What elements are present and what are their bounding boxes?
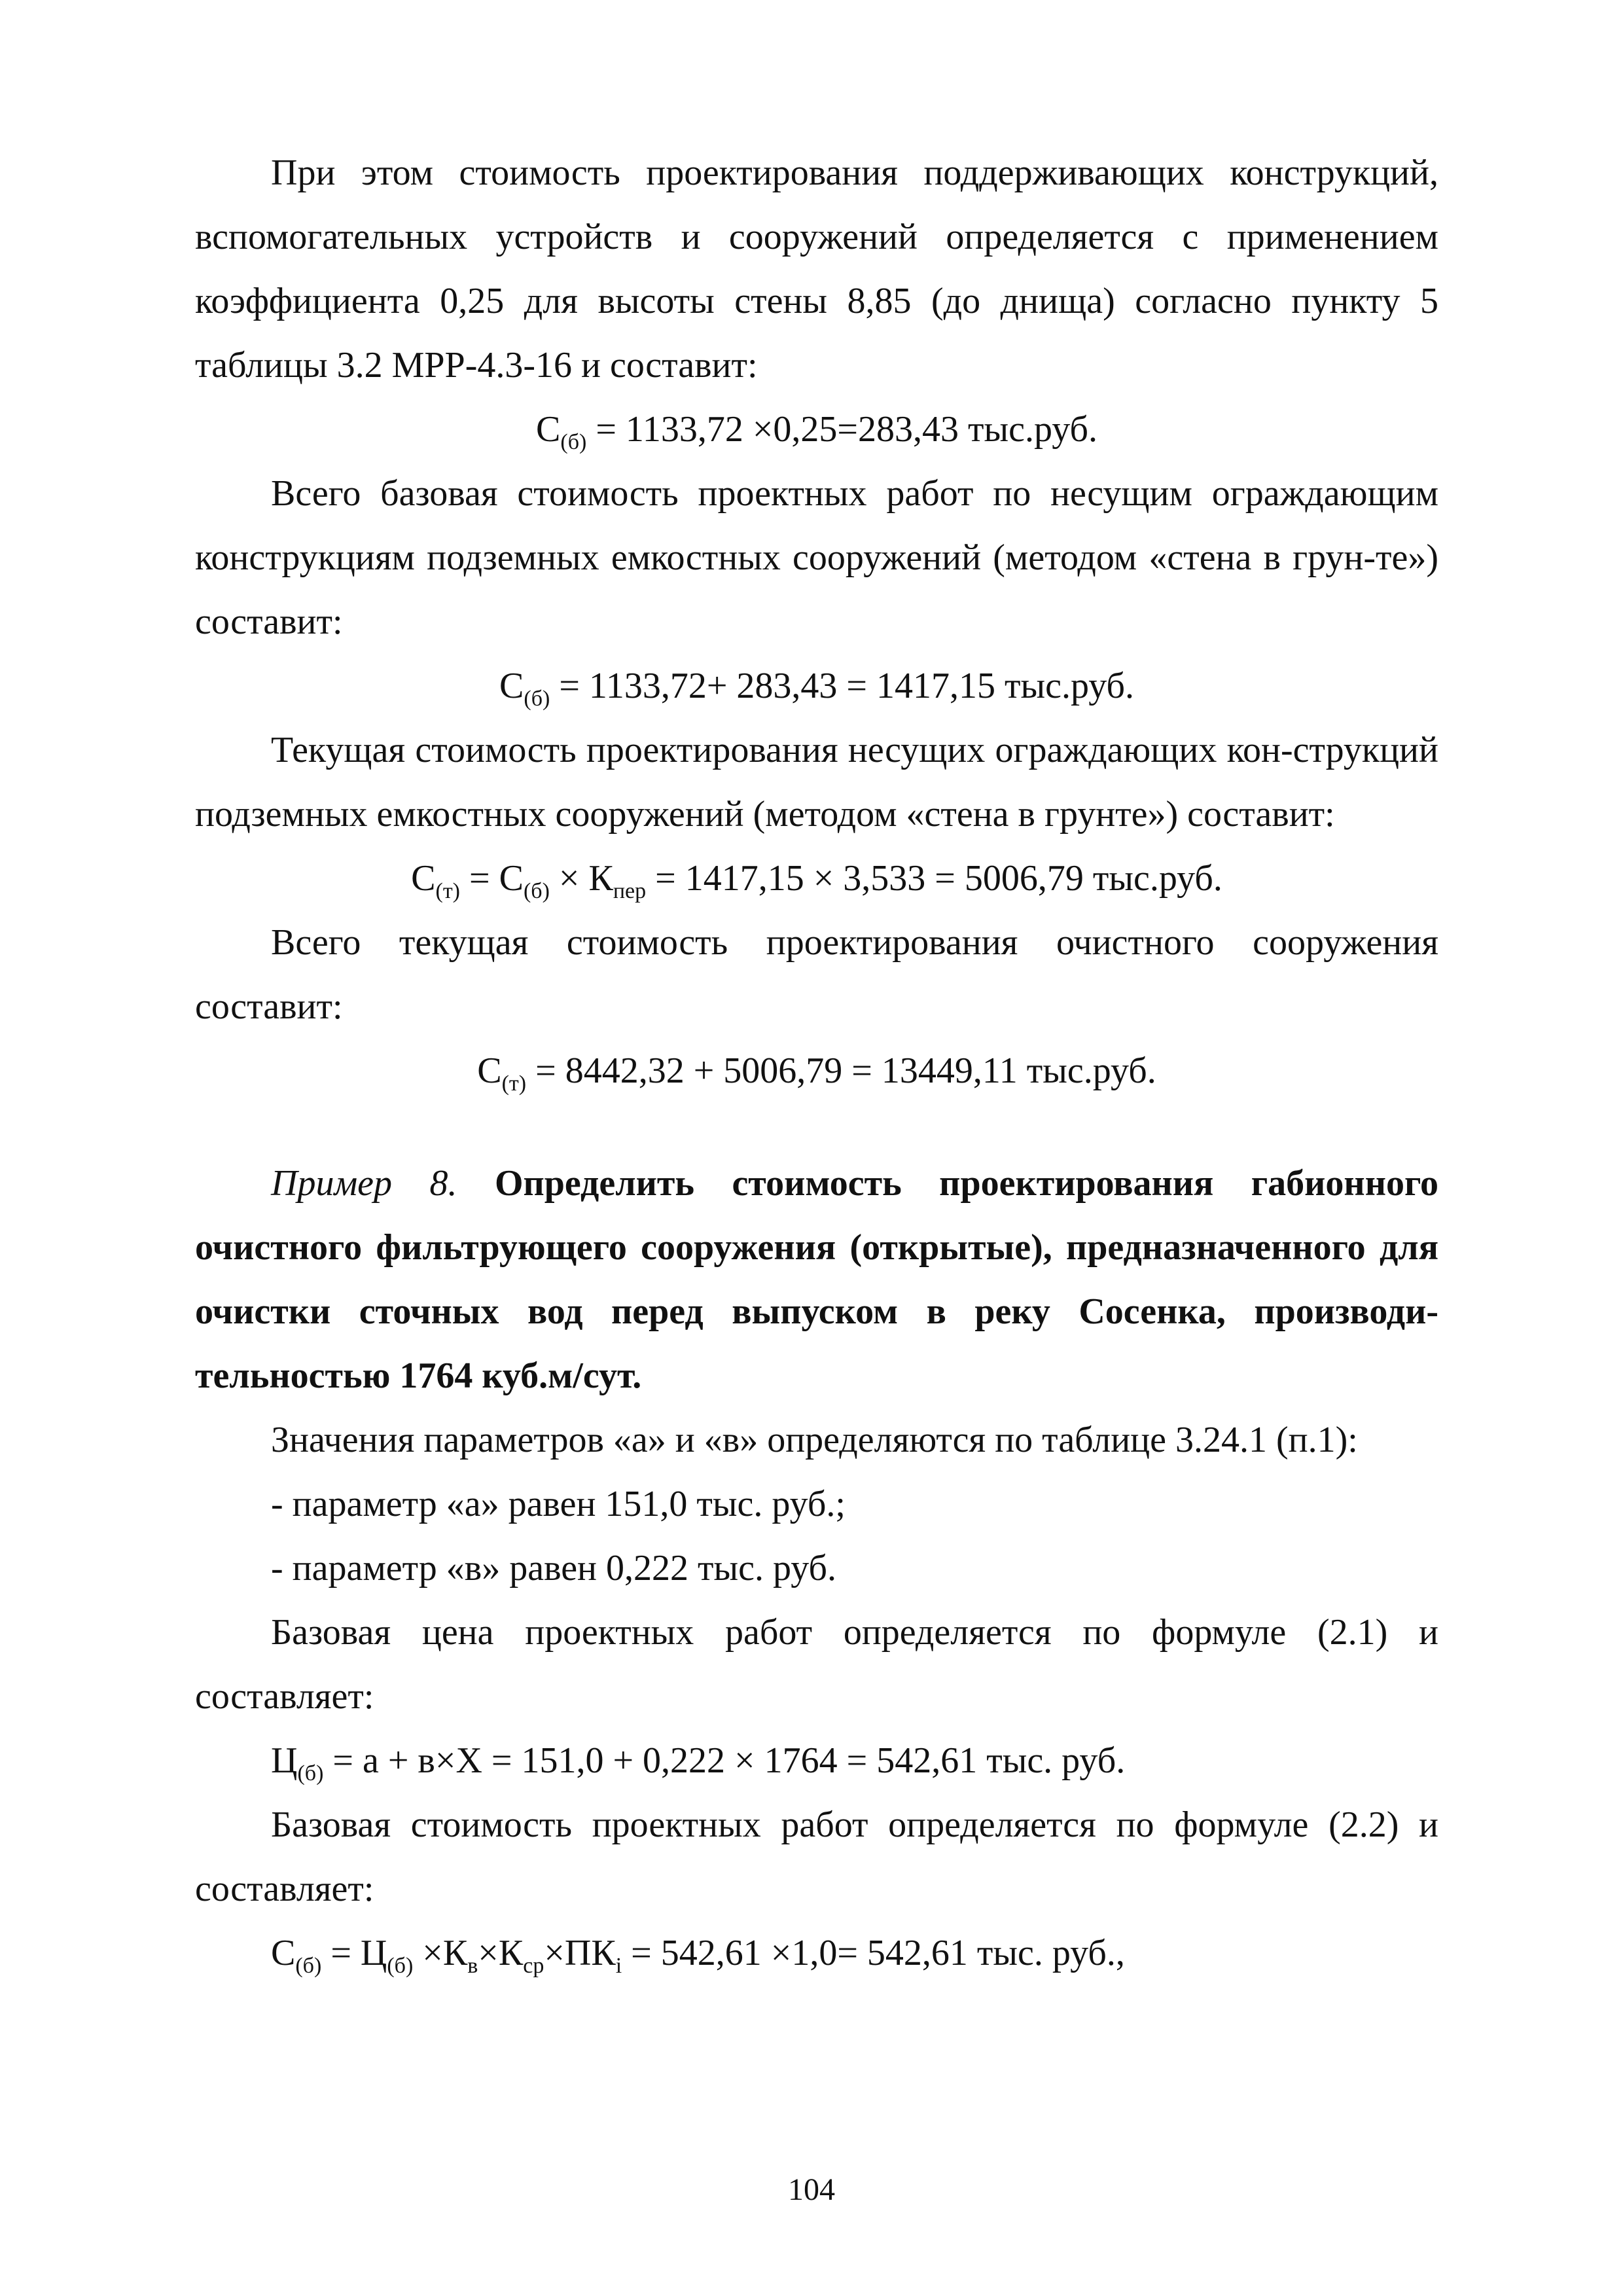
example-8-heading xyxy=(195,1151,1438,1408)
parameter-a: - параметр «а» равен 151,0 тыс. руб.; xyxy=(271,1484,846,1524)
paragraph-base-price: Базовая цена проектных работ определяется по формуле (2.1) и составляет: xyxy=(195,1612,1438,1717)
page-number: 104 xyxy=(788,2172,835,2207)
paragraph-current-cost: Текущая стоимость проектирования несущих ограждающих кон-струкций подземных емкостных сооружений (методом «стена в грунте») составит: xyxy=(195,730,1438,834)
paragraph-base-cost: Базовая стоимость проектных работ определяется по формуле (2.2) и составляет: xyxy=(195,1804,1438,1909)
formula-base-cost-supporting: $С_{(б)} = 1133,72 \times 0,25=283,43$ тыс.руб. xyxy=(536,409,1097,454)
example-label: Пример 8. xyxy=(271,1163,457,1204)
paragraph-supporting-structures: При этом стоимость проектирования поддерживающих конструкций, вспомогательных устройств и сооружений определяется с применением коэффициента 0,25 для высоты стены 8,85 (до днища) согласно пункту 5 таблицы 3.2 МРР-4.3-16 и составит: xyxy=(195,152,1438,386)
parameter-b: - параметр «в» равен 0,222 тыс. руб. xyxy=(271,1548,836,1588)
formula-total-current-cost: $С_{(т)} = 8442,32 + 5006,79 = 13449,11$ тыс.руб. xyxy=(477,1050,1156,1096)
paragraph-total-current-cost: Всего текущая стоимость проектирования очистного сооружения составит: xyxy=(195,922,1438,1027)
formula-base-cost: $С_{(б)} = Ц_{(б)} \times К_в\times К_{ср}\times ПК_i = 542,61 \times 1,0= 542,61$ тыс. руб., xyxy=(271,1933,1125,1978)
formula-current-cost: $С_{(т)} = С_{(б)} \times К_{пер} = 1417,15 \times 3,533 = 5006,79$ тыс.руб. xyxy=(411,858,1222,903)
formula-base-price: $Ц_{(б)} = а + в\times Х = 151,0 + 0,222 \times 1764 = 542,61$ тыс. руб. xyxy=(271,1740,1126,1785)
document-body xyxy=(195,141,1438,1985)
paragraph-parameters: Значения параметров «а» и «в» определяются по таблице 3.24.1 (п.1): xyxy=(271,1420,1358,1460)
example-title: Определить стоимость проектирования габионного очистного фильтрующего сооружения (открытые), предназначенного для очистки сточных вод перед выпуском в реку Сосенка, производи-тельностью 1764 куб.м/сут. xyxy=(195,1163,1439,1396)
formula-total-base-cost: $С_{(б)} = 1133,72+ 283,43 = 1417,15$ тыс.руб. xyxy=(499,666,1134,711)
section-gap xyxy=(195,1103,1438,1151)
paragraph-total-base-cost: Всего базовая стоимость проектных работ по несущим ограждающим конструкциям подземных емкостных сооружений (методом «стена в грун-те») составит: xyxy=(195,473,1438,642)
